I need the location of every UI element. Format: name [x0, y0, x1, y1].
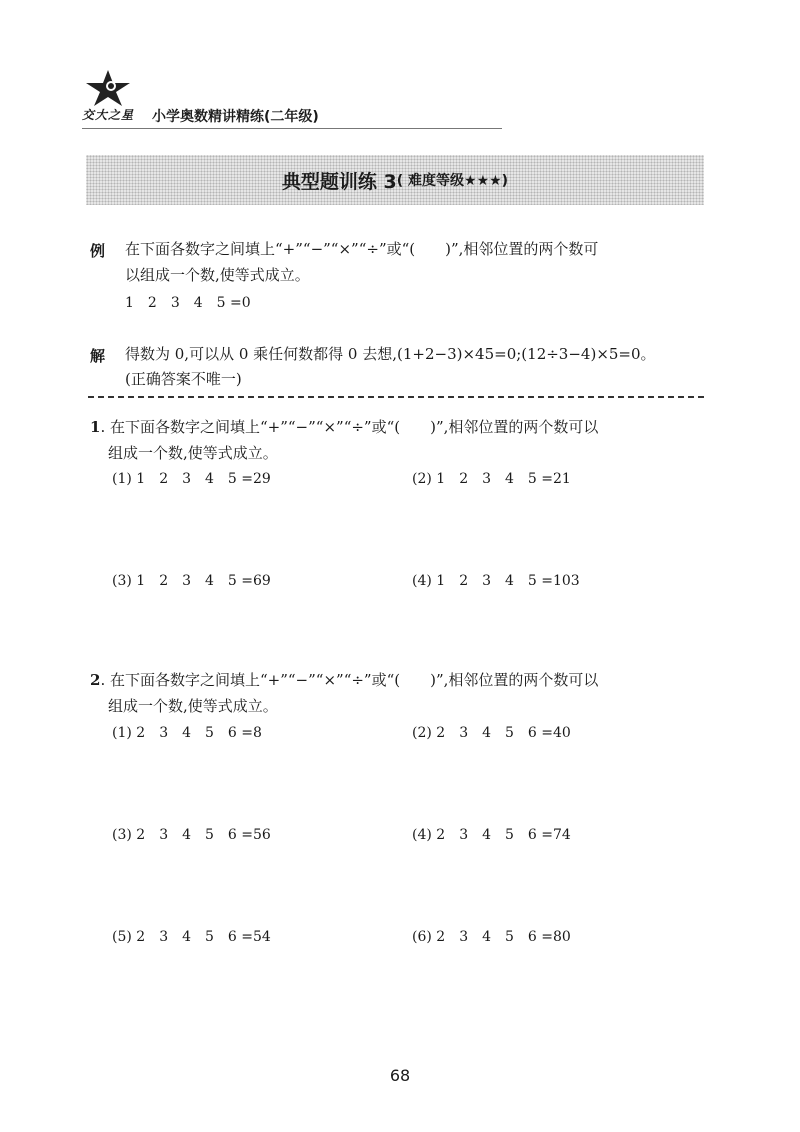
question-2-text: . 在下面各数字之间填上“+”“−”“×”“÷”或“( )”,相邻位置的两个数可以 [100, 671, 599, 689]
question-2-line1 [90, 668, 598, 692]
q1-item-1: (1) 1 2 3 4 5 =29 [112, 471, 271, 487]
question-2-line2: 组成一个数,使等式成立。 [108, 697, 278, 715]
q1-item-4: (4) 1 2 3 4 5 =103 [412, 573, 580, 589]
logo-text: 交大之星 [82, 108, 135, 122]
book-title: 小学奥数精讲精练(二年级) [152, 109, 319, 125]
question-1-line1 [90, 415, 598, 439]
section-banner [86, 155, 704, 205]
solution-text-line1: 得数为 0,可以从 0 乘任何数都得 0 去想,(1+2−3)×45=0;(12÷3−4)×5=0。 [125, 345, 656, 363]
question-1-number: 1 [90, 418, 101, 436]
section-title: 典型题训练 3 [281, 170, 397, 193]
solution-text-line2: (正确答案不唯一) [125, 370, 242, 388]
q2-item-3: (3) 2 3 4 5 6 =56 [112, 827, 271, 843]
example-text-line1: 在下面各数字之间填上“+”“−”“×”“÷”或“( )”,相邻位置的两个数可 [125, 240, 599, 258]
example-text-line2: 以组成一个数,使等式成立。 [125, 266, 310, 284]
difficulty-rating: ( 难度等级★★★) [396, 173, 509, 189]
question-1-text: . 在下面各数字之间填上“+”“−”“×”“÷”或“( )”,相邻位置的两个数可以 [100, 418, 599, 436]
q1-item-3: (3) 1 2 3 4 5 =69 [112, 573, 271, 589]
star-logo-icon [78, 68, 138, 108]
q2-item-2: (2) 2 3 4 5 6 =40 [412, 725, 571, 741]
page-number: 68 [389, 1066, 411, 1085]
example-label: 例 [90, 242, 106, 260]
q1-item-2: (2) 1 2 3 4 5 =21 [412, 471, 571, 487]
solution-label: 解 [90, 347, 106, 365]
q2-item-5: (5) 2 3 4 5 6 =54 [112, 929, 271, 945]
dashed-divider [88, 396, 704, 398]
example-equation: 1 2 3 4 5 =0 [125, 295, 251, 311]
question-2-number: 2 [90, 671, 101, 689]
q2-item-4: (4) 2 3 4 5 6 =74 [412, 827, 571, 843]
q2-item-1: (1) 2 3 4 5 6 =8 [112, 725, 262, 741]
q2-item-6: (6) 2 3 4 5 6 =80 [412, 929, 571, 945]
header-divider [82, 128, 502, 129]
question-1-line2: 组成一个数,使等式成立。 [108, 444, 278, 462]
